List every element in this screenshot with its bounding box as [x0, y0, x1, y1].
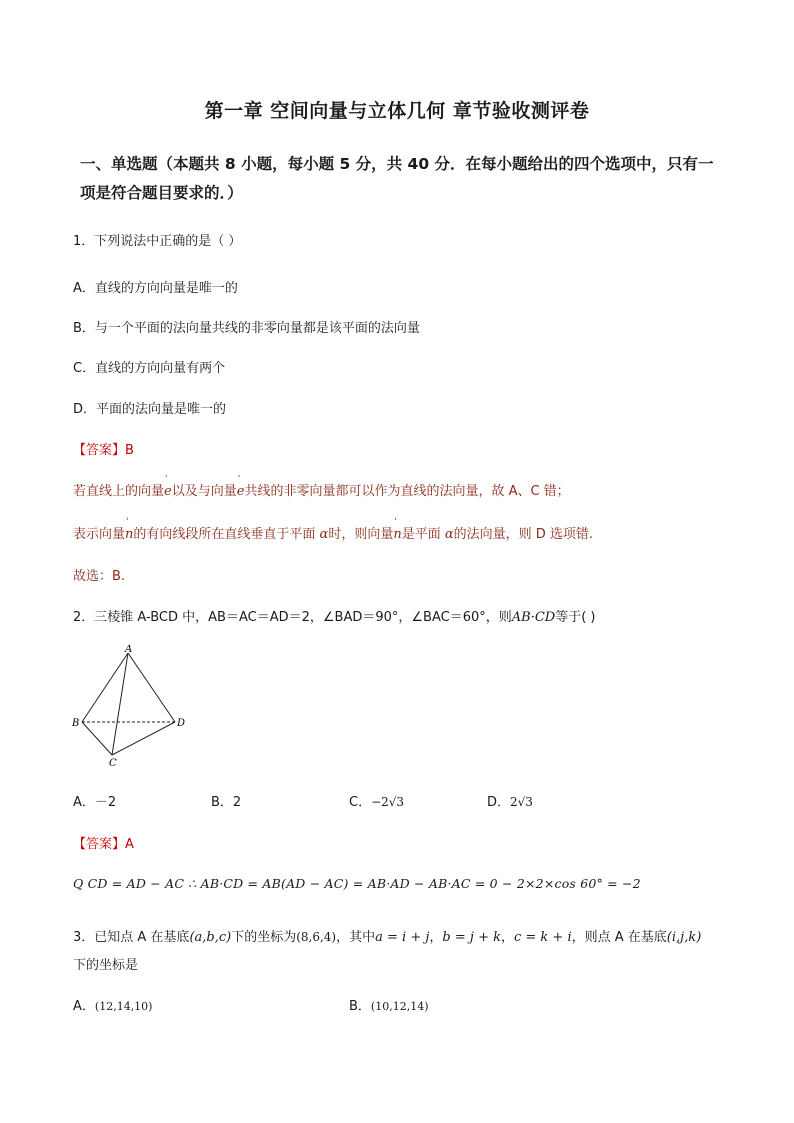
edge-cd	[112, 722, 175, 755]
question-3-option-a	[73, 995, 152, 1014]
page-title: 第一章 空间向量与立体几何 章节验收测评卷	[204, 100, 590, 122]
option-a-value: (12,14,10)	[94, 1000, 153, 1013]
question-1-option-b: B．与一个平面的法向量共线的非零向量都是该平面的法向量	[73, 321, 420, 336]
vertex-label-d: D	[177, 718, 186, 729]
explanation-text: 表示向量	[73, 527, 126, 542]
vector-n: ʹ n	[393, 527, 401, 542]
question-1-answer: 【答案】B	[73, 443, 134, 458]
section-heading: 一、单选题（本题共 8 小题，每小题 5 分，共 40 分．在每小题给出的四个选项中，只有一项是符合题目要求的．）	[80, 155, 714, 202]
explanation-text: 以及与向量	[171, 484, 237, 499]
explanation-text: 若直线上的向量	[73, 484, 165, 499]
question-2-stem	[73, 606, 596, 625]
vertex-label-a: A	[125, 645, 133, 655]
edge-ab	[82, 653, 128, 722]
edge-ac	[112, 653, 128, 755]
question-3-stem-line-1	[73, 926, 701, 945]
stem-text: 下的坐标为	[231, 930, 297, 945]
tetrahedron-figure	[70, 645, 195, 770]
explanation-text: 时，则向量	[328, 527, 394, 542]
option-c-value: −2√3	[371, 795, 405, 809]
question-2-option-b: B．2	[211, 795, 242, 810]
vector-e: ʹ e	[237, 484, 245, 499]
vector-n: ʹ n	[125, 527, 133, 542]
question-2-option-d	[487, 791, 533, 810]
stem-text: ，则点 A 在基底	[571, 930, 667, 945]
option-b-value: (10,12,14)	[370, 1000, 429, 1013]
vertex-label-b: B	[72, 718, 80, 729]
separator: ，	[500, 930, 514, 945]
option-label: C．	[349, 795, 372, 810]
vector-e: ʹ e	[164, 484, 172, 499]
vertex-label-c: C	[109, 758, 117, 769]
question-1-option-d: D．平面的法向量是唯一的	[73, 402, 227, 417]
question-2-option-c	[349, 791, 404, 810]
definition-c: c = k + i	[513, 930, 572, 945]
question-2-option-a: A．－2	[73, 795, 117, 810]
dot-product-expression: AB·CD	[511, 610, 556, 625]
question-1-option-c: C．直线的方向向量有两个	[73, 361, 226, 376]
definition-a: a = i + j	[375, 930, 430, 945]
coordinates: (8,6,4)	[296, 930, 337, 944]
question-2-answer: 【答案】A	[73, 837, 134, 852]
question-1-stem: 1．下列说法中正确的是（ ）	[73, 234, 242, 249]
question-1-option-a: A．直线的方向向量是唯一的	[73, 281, 238, 296]
question-1-conclusion: 故选：B.	[73, 569, 126, 584]
basis-abc: (a,b,c)	[189, 930, 232, 945]
plane-alpha: α	[319, 527, 329, 542]
plane-alpha: α	[444, 527, 454, 542]
question-1-explanation-line-1	[73, 480, 570, 499]
question-3-stem-line-2: 下的坐标是	[73, 958, 139, 973]
explanation-text: 的法向量，则 D 选项错.	[453, 527, 594, 542]
question-2-solution: Q CD = AD − AC ∴ AB·CD = AB(AD − AC) = AB·AD − AB·AC = 0 − 2×2×cos 60° = −2	[73, 876, 641, 891]
explanation-text: 的有向线段所在直线垂直于平面	[133, 527, 316, 542]
option-label: D．	[487, 795, 511, 810]
stem-text: 等于( )	[555, 610, 596, 625]
option-d-value: 2√3	[510, 795, 533, 809]
edge-bc	[82, 722, 112, 755]
stem-text: 3．已知点 A 在基底	[73, 930, 190, 945]
option-label: B．	[349, 999, 371, 1014]
separator: ，	[429, 930, 443, 945]
question-3-option-b	[349, 995, 429, 1014]
explanation-text: 是平面	[401, 527, 441, 542]
explanation-text: 共线的非零向量都可以作为直线的法向量，故 A、C 错；	[244, 484, 570, 499]
edge-ad	[128, 653, 175, 722]
question-1-explanation-line-2	[73, 523, 593, 542]
definition-b: b = j + k	[442, 930, 501, 945]
option-label: A．	[73, 999, 95, 1014]
stem-text: ，其中	[336, 930, 376, 945]
basis-ijk: (i,j,k)	[666, 930, 702, 945]
stem-text: 2．三棱锥 A-BCD 中，AB＝AC＝AD＝2，∠BAD＝90°，∠BAC＝60°，则	[73, 610, 512, 625]
